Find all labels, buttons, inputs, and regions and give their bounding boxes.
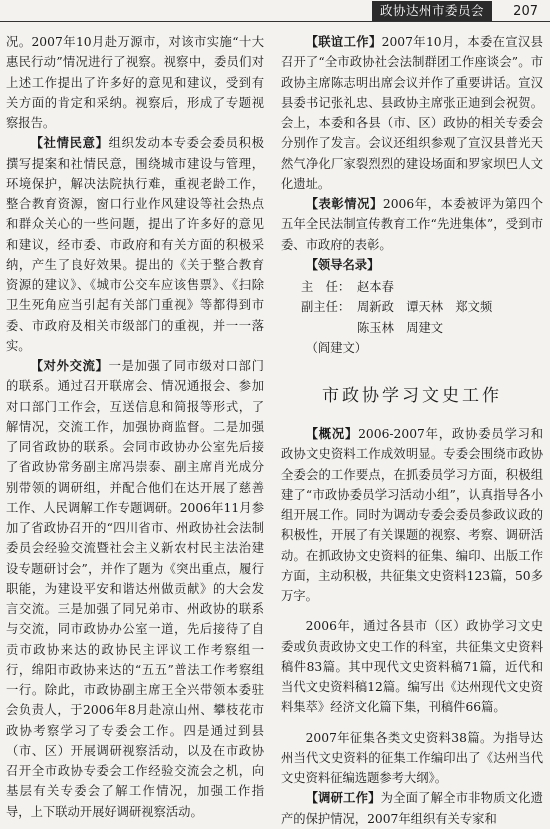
- paragraph-external-exchange-text: 一是加强了同市级对口部门的联系。通过召开联席会、情况通报会、参加对口部门工作会，互送信息和简报等形式，了解情况，交流工作，加强协商监督。二是加强了同省政协的联系。会同市政协办公室先后接了省政协常务副主席冯崇泰、副主席肖光成分别带领的调研组，并配合他们在达开展了慈善工作、人民调解工作专题调研。2006年11月参加了省政协召开的“四川省市、州政协社会法制委员会经验交流暨社会主义新农村民主法治建设专题研讨会”，并作了题为《突出重点，履行职能，为建设平安和谐达州做贡献》的大会发言交流。三是加强了同兄弟市、州政协的联系与交流，同市政协办公室一道，先后接待了自贡市政协来达的政协民主评议工作考察组一行，绵阳市政协来达的“五五”普法工作考察组一行。除此，市政协副主席王全兴带领本委驻会负责人，于2006年8月赴凉山州、攀枝花市政协考察学习了专委会工作。四是通过到县（市、区）开展调研视察活动，以及在市政协召开全市政协专委会工作经验交流会之机，向基层有关专委会了解工作情况，加强工作指导，上下联动开展好调研视察活动。: [6, 359, 264, 819]
- paragraph-gap: [281, 718, 543, 728]
- section-tag-public-opinion: 【社情民意】: [30, 136, 109, 151]
- leader-row: [281, 277, 543, 297]
- leader-names: 周新政 谭天林 郑文频: [357, 300, 493, 315]
- left-column: [6, 32, 264, 822]
- leader-role: 副主任：: [301, 300, 351, 315]
- leader-row: [281, 297, 543, 317]
- paragraph-research: [281, 788, 543, 829]
- paragraph-overview: [281, 424, 543, 606]
- paragraph-public-opinion-text: 组织发动本专委会委员积极撰写提案和社情民意，围绕城市建设与管理，环境保护，解决法院执行难，重视老龄工作，整合教育资源，窗口行业作风建设等社会热点和群众关心的一些问题，提出了许多好的意见和建议，经市委、市政府和有关方面的积极采纳，产生了良好效果。提出的《关于整合教育资源的建议》、《城市公交车应该售票》、《扫除卫生死角应当引起有关部门重视》等都得到市委、市政府及相关市级部门的重视，并一一落实。: [6, 136, 264, 353]
- paragraph-inspection: 况。2007年10月赴万源市，对该市实施“十大惠民行动”情况进行了视察。视察中，委员们对上述工作提出了许多好的意见和建议，受到有关方面的肯定和采纳。视察后，形成了专题视察报告。: [6, 35, 264, 130]
- section-tag-liaison: 【联谊工作】: [305, 35, 382, 49]
- leaders-heading: [281, 255, 543, 275]
- leader-row: [281, 318, 543, 338]
- paragraph-public-opinion: [6, 133, 264, 356]
- section-title: 市政协学习文史工作: [322, 386, 502, 406]
- section-tag-leaders: 【领导名录】: [305, 257, 380, 272]
- leader-names: 陈玉林 周建文: [357, 320, 444, 335]
- author-credit: （阎建文）: [305, 340, 368, 355]
- page-header: [0, 0, 550, 22]
- paragraph-commendation: [281, 194, 543, 255]
- section-tag-commendation: 【表彰情况】: [305, 197, 383, 211]
- leaders-list: [281, 277, 543, 338]
- header-rule: [0, 21, 550, 22]
- page-number: 207: [513, 4, 538, 19]
- leader-names: 赵本春: [357, 280, 394, 294]
- section-tag-overview: 【概况】: [305, 427, 359, 441]
- paragraph-gap: [281, 606, 543, 616]
- section-tag-research: 【调研工作】: [305, 791, 381, 806]
- paragraph-liaison-text: 2007年10月，本委在宣汉县召开了“全市政协社会法制群团工作座谈会”。市政协主席陈志明出席会议并作了重要讲话。宣汉县委书记张礼忠、县政协主席张正迪到会祝贺。会上，本委和各县（市、区）政协的相关专委会分别作了发言。会议还组织参观了宣汉县普光天然气净化厂家裂烈烈的建设场面和罗家坝巴人文化遗址。: [281, 35, 543, 191]
- right-column: [281, 32, 543, 829]
- running-header-title: 政协达州市委员会: [372, 1, 492, 21]
- leader-role: [301, 318, 357, 338]
- paragraph-2007-collection: 2007年征集各类文史资料38篇。为指导达州当代文史资料的征集工作编印出了《达州当代文史资料征编选题参考大纲》。: [281, 730, 543, 785]
- paragraph-research-text: 为全面了解全市非物质文化遗产的保护情况，2007年组织有关专家和: [281, 791, 543, 826]
- paragraph-overview-text: 2006-2007年，政协委员学习和政协文史资料工作成效明显。专委会围绕市政协全委会的工作要点，在抓委员学习方面，积极组建了“市政协委员学习活动小组”，认真指导各小组开展工作。同时为调动专委会委员参政议政的积极性，开展了有关课题的视察、考察、调研活动。在抓政协文史资料的征集、编印、出版工作方面，主动积极，共征集文史资料123篇，50多万字。: [281, 427, 543, 603]
- paragraph-liaison: [281, 32, 543, 194]
- leader-role: 主 任：: [301, 280, 351, 294]
- section-tag-external-exchange: 【对外交流】: [30, 359, 109, 373]
- paragraph-2006-collection: 2006年，通过各县市（区）政协学习文史委或负责政协文史工作的科室，共征集文史资料稿件83篇。其中现代文史资料稿71篇，近代和当代文史资料稿12篇。编写出《达州现代文史资料集萃》经济文化篇下集，刊稿件66篇。: [281, 619, 543, 715]
- paragraph-commendation-text: 2006年，本委被评为第四个五年全民法制宣传教育工作“先进集体”，受到市委、市政府的表彰。: [281, 197, 543, 252]
- paragraph-external-exchange: [6, 356, 264, 822]
